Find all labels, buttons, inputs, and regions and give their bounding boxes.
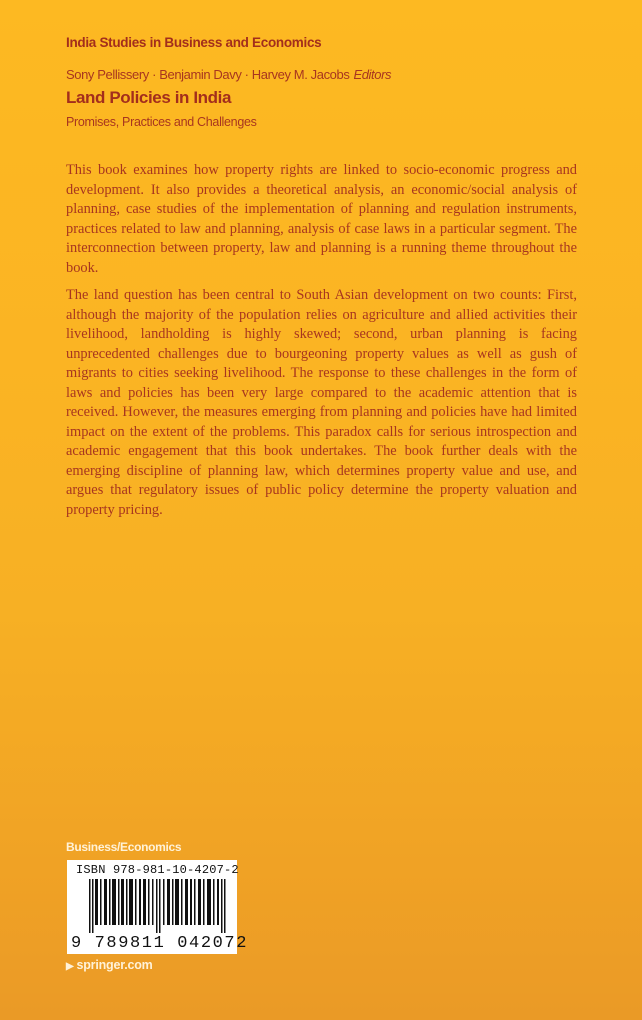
- series-name: India Studies in Business and Economics: [66, 35, 322, 50]
- play-triangle-icon: ▶: [66, 961, 74, 972]
- barcode-icon: [89, 879, 227, 933]
- book-title: Land Policies in India: [66, 88, 232, 107]
- publisher-link-text[interactable]: springer.com: [76, 958, 153, 972]
- editors-names: Sony Pellissery · Benjamin Davy · Harvey M. Jacobs: [66, 67, 350, 82]
- subject-category: Business/Economics: [66, 840, 182, 854]
- blurb: [66, 161, 577, 528]
- editors-line: [66, 67, 391, 82]
- isbn-barcode: [67, 860, 249, 954]
- barcode-digits: 9 789811 042072: [71, 934, 249, 953]
- isbn-label: ISBN 978-981-10-4207-2: [76, 863, 239, 877]
- editors-role: Editors: [353, 67, 392, 82]
- book-subtitle: Promises, Practices and Challenges: [66, 115, 257, 129]
- blurb-paragraph: This book examines how property rights are linked to socio-economic progress and development. It also provides a theoretical analysis, an economic/social analysis of planning, case studies of the implementation of planning and regulation instruments, practices related to law and planning, analysis of case laws in a particular segment. The interconnection between property, law and planning is a running theme throughout the book.: [66, 162, 577, 276]
- blurb-paragraph: The land question has been central to South Asian development on two counts: First, although the majority of the population relies on agriculture and allied activities their livelihood, landholding is highly skewed; second, urban planning is facing unprecedented challenges due to bourgeoning property values as well as gush of migrants to cities seeking livelihood. The response to these challenges in the form of laws and policies has been very large compared to the academic attention that is received. However, the measures emerging from planning and policies have had limited impact on the extent of the problems. This paradox calls for serious introspection and academic engagement that this book undertakes. The book further deals with the emerging discipline of planning law, which determines property value and use, and argues that regulatory issues of public policy determine the property valuation and property pricing.: [66, 287, 577, 518]
- publisher-link[interactable]: [66, 958, 153, 972]
